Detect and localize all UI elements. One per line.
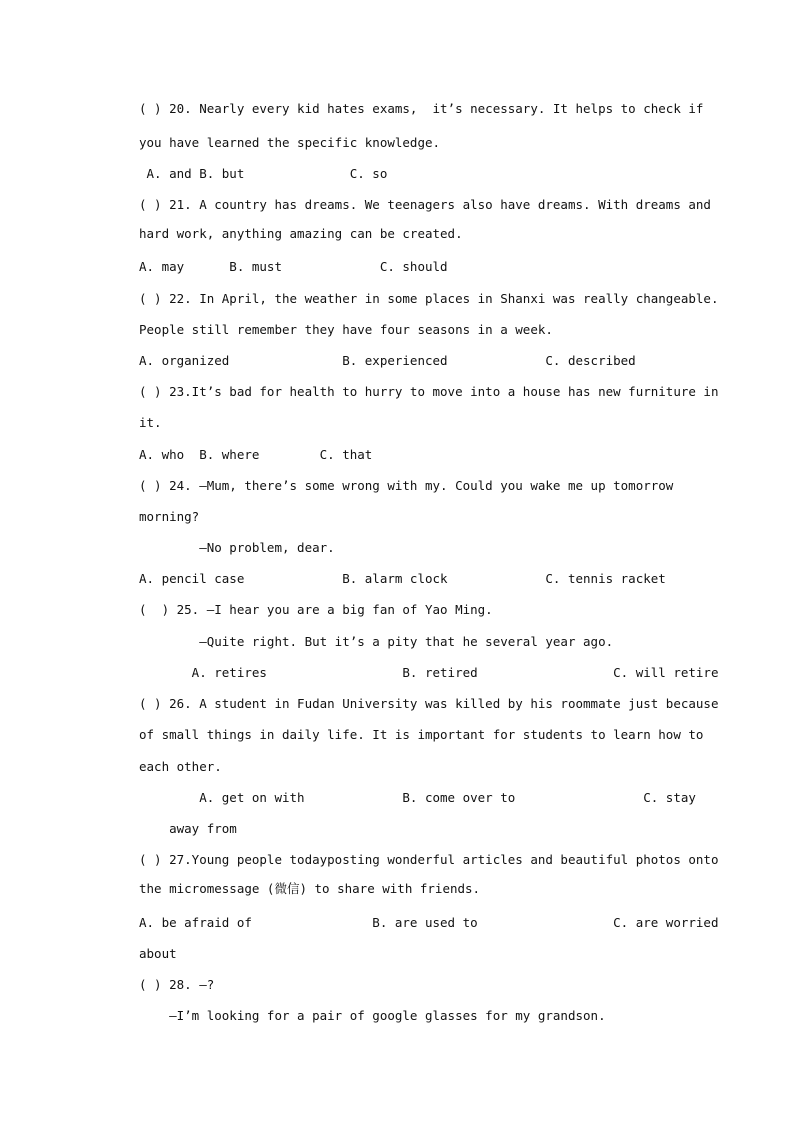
question-20-stem-line1: ( ) 20. Nearly every kid hates exams, it’s necessary. It helps to check if	[139, 101, 704, 116]
question-22-options: A. organized B. experienced C. described	[139, 353, 636, 368]
question-27-stem-line2: the micromessage (微信) to share with friends.	[139, 881, 481, 896]
question-24-reply: —No problem, dear.	[139, 540, 335, 555]
question-23-stem-line2: it.	[139, 415, 162, 430]
question-23-stem-line1: ( ) 23.It’s bad for health to hurry to move into a house has new furniture in	[139, 384, 719, 399]
question-21-options: A. may B. must C. should	[139, 259, 448, 274]
question-20-options: A. and B. but C. so	[139, 166, 388, 181]
question-20-stem-line2: you have learned the specific knowledge.	[139, 135, 441, 150]
question-22-stem-line1: ( ) 22. In April, the weather in some places in Shanxi was really changeable.	[139, 291, 719, 306]
question-25-stem-line1: ( ) 25. —I hear you are a big fan of Yao Ming.	[139, 602, 493, 617]
question-26-stem-line1: ( ) 26. A student in Fudan University was killed by his roommate just because	[139, 696, 719, 711]
question-24-stem-line2: morning?	[139, 509, 200, 524]
question-22-stem-line2: People still remember they have four seasons in a week.	[139, 322, 553, 337]
question-26-stem-line2: of small things in daily life. It is important for students to learn how to	[139, 727, 704, 742]
question-27-options: A. be afraid of B. are used to C. are worried	[139, 915, 719, 930]
question-23-options: A. who B. where C. that	[139, 447, 373, 462]
question-25-reply: —Quite right. But it’s a pity that he several year ago.	[139, 634, 614, 649]
question-24-options: A. pencil case B. alarm clock C. tennis racket	[139, 571, 666, 586]
question-24-stem-line1: ( ) 24. —Mum, there’s some wrong with my. Could you wake me up tomorrow	[139, 478, 674, 493]
question-28-stem: ( ) 28. —?	[139, 977, 215, 992]
question-27-options-continued: about	[139, 946, 177, 961]
question-26-options-continued: away from	[139, 821, 237, 836]
question-28-reply: —I’m looking for a pair of google glasses for my grandson.	[139, 1008, 606, 1023]
question-25-options: A. retires B. retired C. will retire	[139, 665, 719, 680]
question-21-stem-line2: hard work, anything amazing can be created.	[139, 226, 463, 241]
question-21-stem-line1: ( ) 21. A country has dreams. We teenagers also have dreams. With dreams and	[139, 197, 711, 212]
question-26-options: A. get on with B. come over to C. stay	[139, 790, 696, 805]
question-27-stem-line1: ( ) 27.Young people todayposting wonderful articles and beautiful photos onto	[139, 852, 719, 867]
question-26-stem-line3: each other.	[139, 759, 222, 774]
